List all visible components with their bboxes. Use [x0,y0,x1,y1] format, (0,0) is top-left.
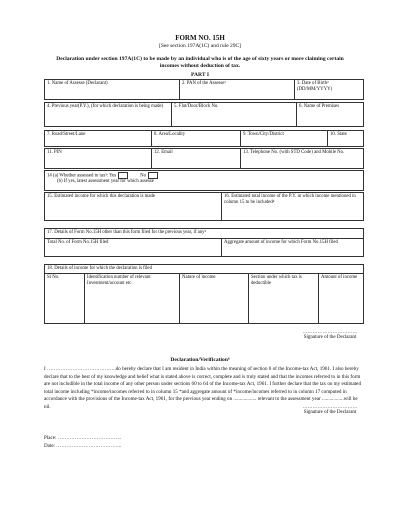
aggregate-field[interactable]: Aggregate amount of income for which Form No.15H filed [222,239,364,257]
assessed-no-label: No [140,173,147,179]
fields-table-3 [44,130,364,147]
est-total-field[interactable]: 16. Estimated total income of the P.Y. in which income mentioned in column 15 to be included⁴ [222,193,364,221]
fields-table-4 [44,148,364,169]
assessed-a-label: 14 (a) Whether assessed to tax³: Yes [47,173,117,179]
verification-title: Declaration/Verification⁶ [170,357,230,363]
name-field[interactable]: 1. Name of Assesse (Declarant) [45,80,180,100]
area-field[interactable]: 8. Area/Locality [152,131,241,147]
signature-dots-2: …………………………… [302,405,358,410]
pan-field[interactable]: 2. PAN of the Assesse¹ [180,80,295,100]
flat-field[interactable]: 5. Flat/Door/Block No. [172,103,297,127]
prev-year-field[interactable]: 4. Previous year(P.Y.), (for which declaration is being made) [45,103,172,127]
form-subtitle: [See section 197A(1C) and rule 29C] [158,43,242,49]
dob-field[interactable]: 3. Date of Birth² (DD/MM/YYYY) [295,80,364,100]
signature-label-1: Signature of the Declarant [303,335,357,340]
col-amount: Amount of income [319,274,364,324]
details-other-label: 17. Details of Form No.15H other than this form filed for the previous year, if any⁵ [45,229,364,239]
declaration-heading: Declaration under section 197A(1C) to be made by an individual who is of the age of sixty years or more claiming certain incomes without deduction of tax. [56,56,344,69]
telephone-field[interactable]: 13. Telephone No. (with STD Code) and Mobile No. [241,149,364,169]
verification-body: I …………………………………..do hereby declare that I am resident in India within the meaning of section 6 of the Income-tax Act, 1961. I also hereby declare that to the best of my knowledge and belief what is stated above is correct, complete and is truly stated and that the incomes referred to in this form are not includible in the total income of any other person under sections 60 to 64 of the Income-tax Act, 1961. I further declare that the tax on my estimated total income including *income/incomes referred to in column 15 *and aggregate amount of *income/incomes referred to in column 17 computed in accordance with the provisions of the Income-tax Act, 1961, for the previous year ending on .................. relevant to the assessment year .................will be nil. [44,366,361,410]
signature-label-2: Signature of the Declarant [303,410,357,415]
assessed-b-label: (b) If yes, latest assessment year for which assesse [57,179,154,185]
details-income-label: 18. Details of income for which the declaration is filed [45,265,364,274]
col-nature: Nature of income [180,274,249,324]
fields-table-1 [44,79,364,100]
yes-checkbox[interactable] [118,172,128,179]
signature-block-2 [290,405,370,415]
town-field[interactable]: 9. Town/City/District [241,131,328,147]
col-ident: Identification number of relevant Investment/account etc. [85,274,180,324]
fields-table-2 [44,102,364,127]
part-label: PART I [190,72,210,78]
email-field[interactable]: 12. Email [152,149,241,169]
income-table [44,264,364,324]
no-checkbox[interactable] [148,172,158,179]
fields-table-7 [44,228,364,257]
form-title: FORM NO. 15H [175,34,225,42]
fields-table-6 [44,192,364,221]
road-field[interactable]: 7. Road/Street/Lane [45,131,152,147]
premises-field[interactable]: 6. Name of Premises [297,103,364,127]
col-section: Section under which tax is deductible [249,274,319,324]
col-sl: Sl No. [45,274,85,324]
signature-dots-1: …………………………… [302,330,358,335]
fields-table-5 [44,170,364,191]
signature-block-1 [290,330,370,340]
pin-field[interactable]: 11. PIN [45,149,152,169]
total-forms-field[interactable]: Total No. of Form No.15H filed [45,239,222,257]
date-field[interactable]: Date: ………………………………... [44,443,122,449]
place-date-block [44,434,121,450]
est-income-field[interactable]: 15. Estimated income for which this declaration is made [45,193,222,221]
assessed-field [45,171,364,191]
place-field[interactable]: Place: ……………………………….. [44,435,122,441]
state-field[interactable]: 10. State [328,131,364,147]
